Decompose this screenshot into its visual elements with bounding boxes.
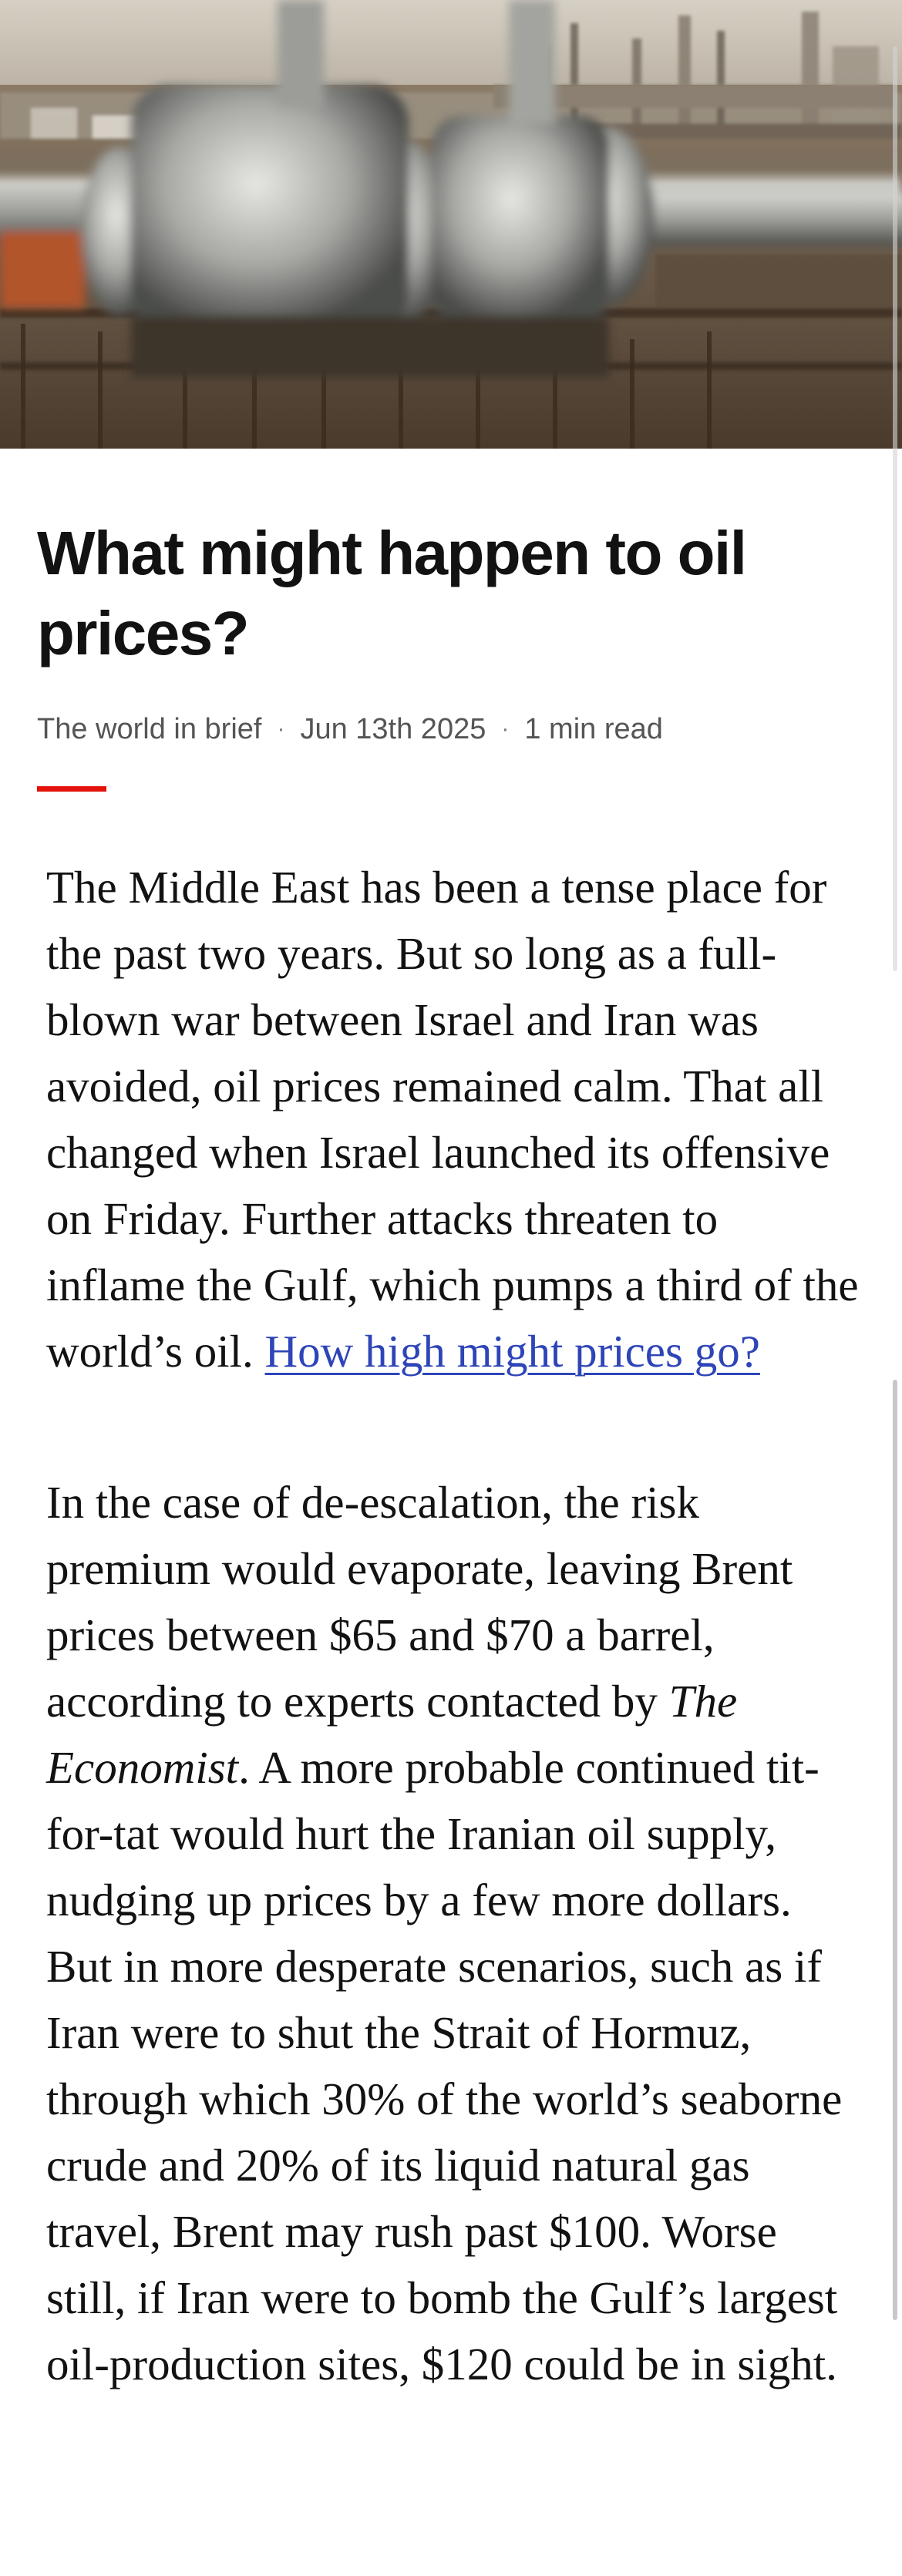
meta-separator: · bbox=[277, 716, 285, 742]
article-headline: What might happen to oil prices? bbox=[37, 519, 746, 668]
section-label[interactable]: The world in brief bbox=[37, 712, 262, 745]
article-meta bbox=[37, 712, 663, 746]
scrollbar[interactable] bbox=[893, 1380, 897, 2320]
scrollbar-upper[interactable] bbox=[893, 46, 897, 971]
paragraph-2-text-b: . A more probable continued tit-for-tat would hurt the Iranian oil supply, nudging up prices by a few more dollars. But in more desperate scenarios, such as if Iran were to shut the Strait of Hormuz, through which 30% of the world’s seaborne crude and 20% of its liquid natural gas travel, Brent may rush past $100. Worse still, if Iran were to bomb the Gulf’s largest oil-production sites, $120 could be in sight. bbox=[46, 1742, 843, 2389]
inline-link-how-high[interactable]: How high might prices go? bbox=[264, 1326, 760, 1377]
article-paragraph-1 bbox=[46, 854, 863, 1384]
paragraph-2-text-a: In the case of de-escalation, the risk premium would evaporate, leaving Brent prices between $65 and $70 a barrel, according to experts contacted by bbox=[46, 1477, 793, 1727]
hero-image bbox=[0, 0, 902, 449]
publish-date: Jun 13th 2025 bbox=[300, 712, 486, 745]
meta-separator: · bbox=[501, 716, 510, 742]
article-paragraph-2 bbox=[46, 1469, 863, 2397]
accent-rule bbox=[37, 786, 106, 792]
read-time: 1 min read bbox=[524, 712, 663, 745]
publication-name: The Economist bbox=[46, 1676, 738, 1793]
paragraph-1-text: The Middle East has been a tense place for the past two years. But so long as a full-blown war between Israel and Iran was avoided, oil prices remained calm. That all changed when Israel launched its offensive on Friday. Further attacks threaten to inflame the Gulf, which pumps a third of the world’s oil. bbox=[46, 862, 859, 1377]
hero-photo-illustration bbox=[0, 0, 902, 449]
